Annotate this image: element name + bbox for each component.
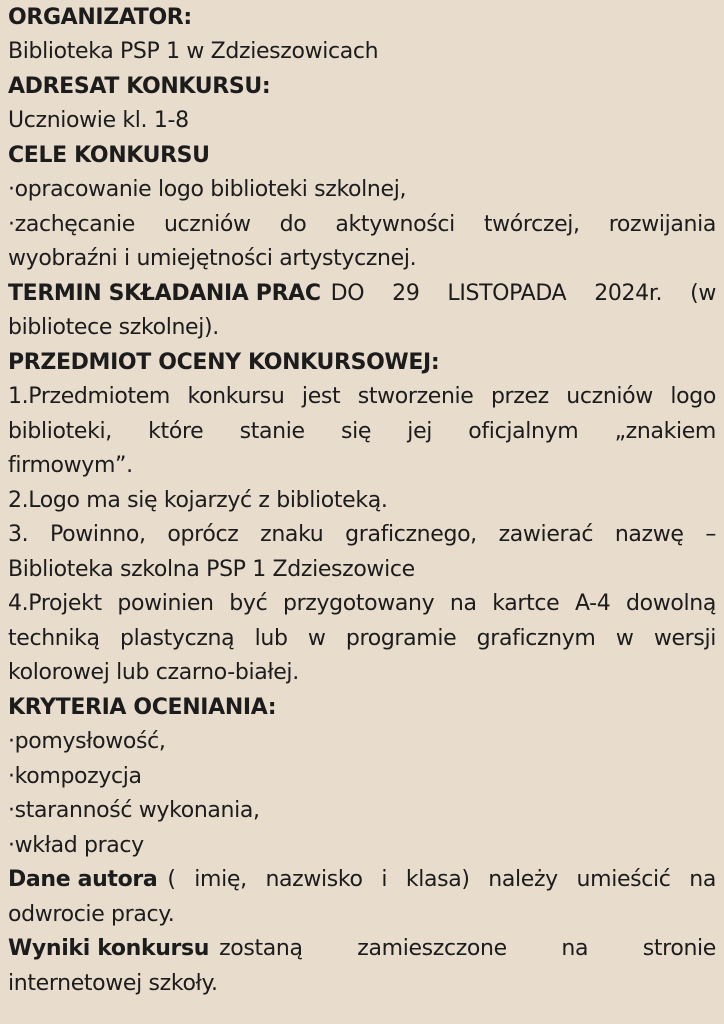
criteria-heading: KRYTERIA OCENIANIA: — [8, 695, 277, 720]
deadline-value: DO 29 LISTOPADA 2024r. (w — [330, 281, 716, 306]
evaluation-line: Biblioteka szkolna PSP 1 Zdzieszowice — [8, 557, 415, 582]
evaluation-line: 1.Przedmiotem konkursu jest stworzenie przez uczniów logo — [8, 384, 716, 409]
evaluation-line: kolorowej lub czarno-białej. — [8, 660, 299, 685]
deadline-line — [8, 276, 716, 311]
evaluation-line: 2.Logo ma się kojarzyć z biblioteką. — [8, 488, 388, 513]
evaluation-line: techniką plastyczną lub w programie graficznym w wersji — [8, 626, 716, 651]
results-label: Wyniki konkursu — [8, 936, 210, 961]
goals-item — [8, 207, 716, 242]
evaluation-line: firmowym”. — [8, 453, 133, 478]
criteria-item: ·staranność wykonania, — [8, 798, 260, 823]
organizer-value: Biblioteka PSP 1 w Zdzieszowicach — [8, 39, 379, 64]
results-continued: internetowej szkoły. — [8, 971, 218, 996]
results-text: zostaną zamieszczone na stronie — [219, 936, 716, 961]
author-data-continued: odwrocie pracy. — [8, 902, 175, 927]
evaluation-line: biblioteki, które stanie się jej oficjalnym „znakiem — [8, 419, 716, 444]
evaluation-line: 3. Powinno, oprócz znaku graficznego, zawierać nazwę – — [8, 522, 716, 547]
evaluation-heading: PRZEDMIOT OCENY KONKURSOWEJ: — [8, 350, 440, 375]
goals-item: wyobraźni i umiejętności artystycznej. — [8, 246, 417, 271]
criteria-item: ·pomysłowość, — [8, 729, 166, 754]
evaluation-line: 4.Projekt powinien być przygotowany na kartce A-4 dowolną — [8, 591, 716, 616]
author-data-line — [8, 862, 716, 897]
criteria-item: ·wkład pracy — [8, 833, 144, 858]
results-line — [8, 931, 716, 966]
author-data-label: Dane autora — [8, 867, 158, 892]
audience-value: Uczniowie kl. 1-8 — [8, 108, 189, 133]
goals-item: ·opracowanie logo biblioteki szkolnej, — [8, 177, 407, 202]
deadline-label: TERMIN SKŁADANIA PRAC — [8, 281, 321, 306]
criteria-item: ·kompozycja — [8, 764, 142, 789]
deadline-value-continued: bibliotece szkolnej). — [8, 315, 219, 340]
audience-heading: ADRESAT KONKURSU: — [8, 74, 271, 99]
organizer-heading: ORGANIZATOR: — [8, 5, 192, 30]
goals-item-text: ·zachęcanie uczniów do aktywności twórczej, rozwijania — [8, 212, 716, 237]
author-data-text: ( imię, nazwisko i klasa) należy umieścić na — [167, 867, 716, 892]
goals-heading: CELE KONKURSU — [8, 143, 210, 168]
